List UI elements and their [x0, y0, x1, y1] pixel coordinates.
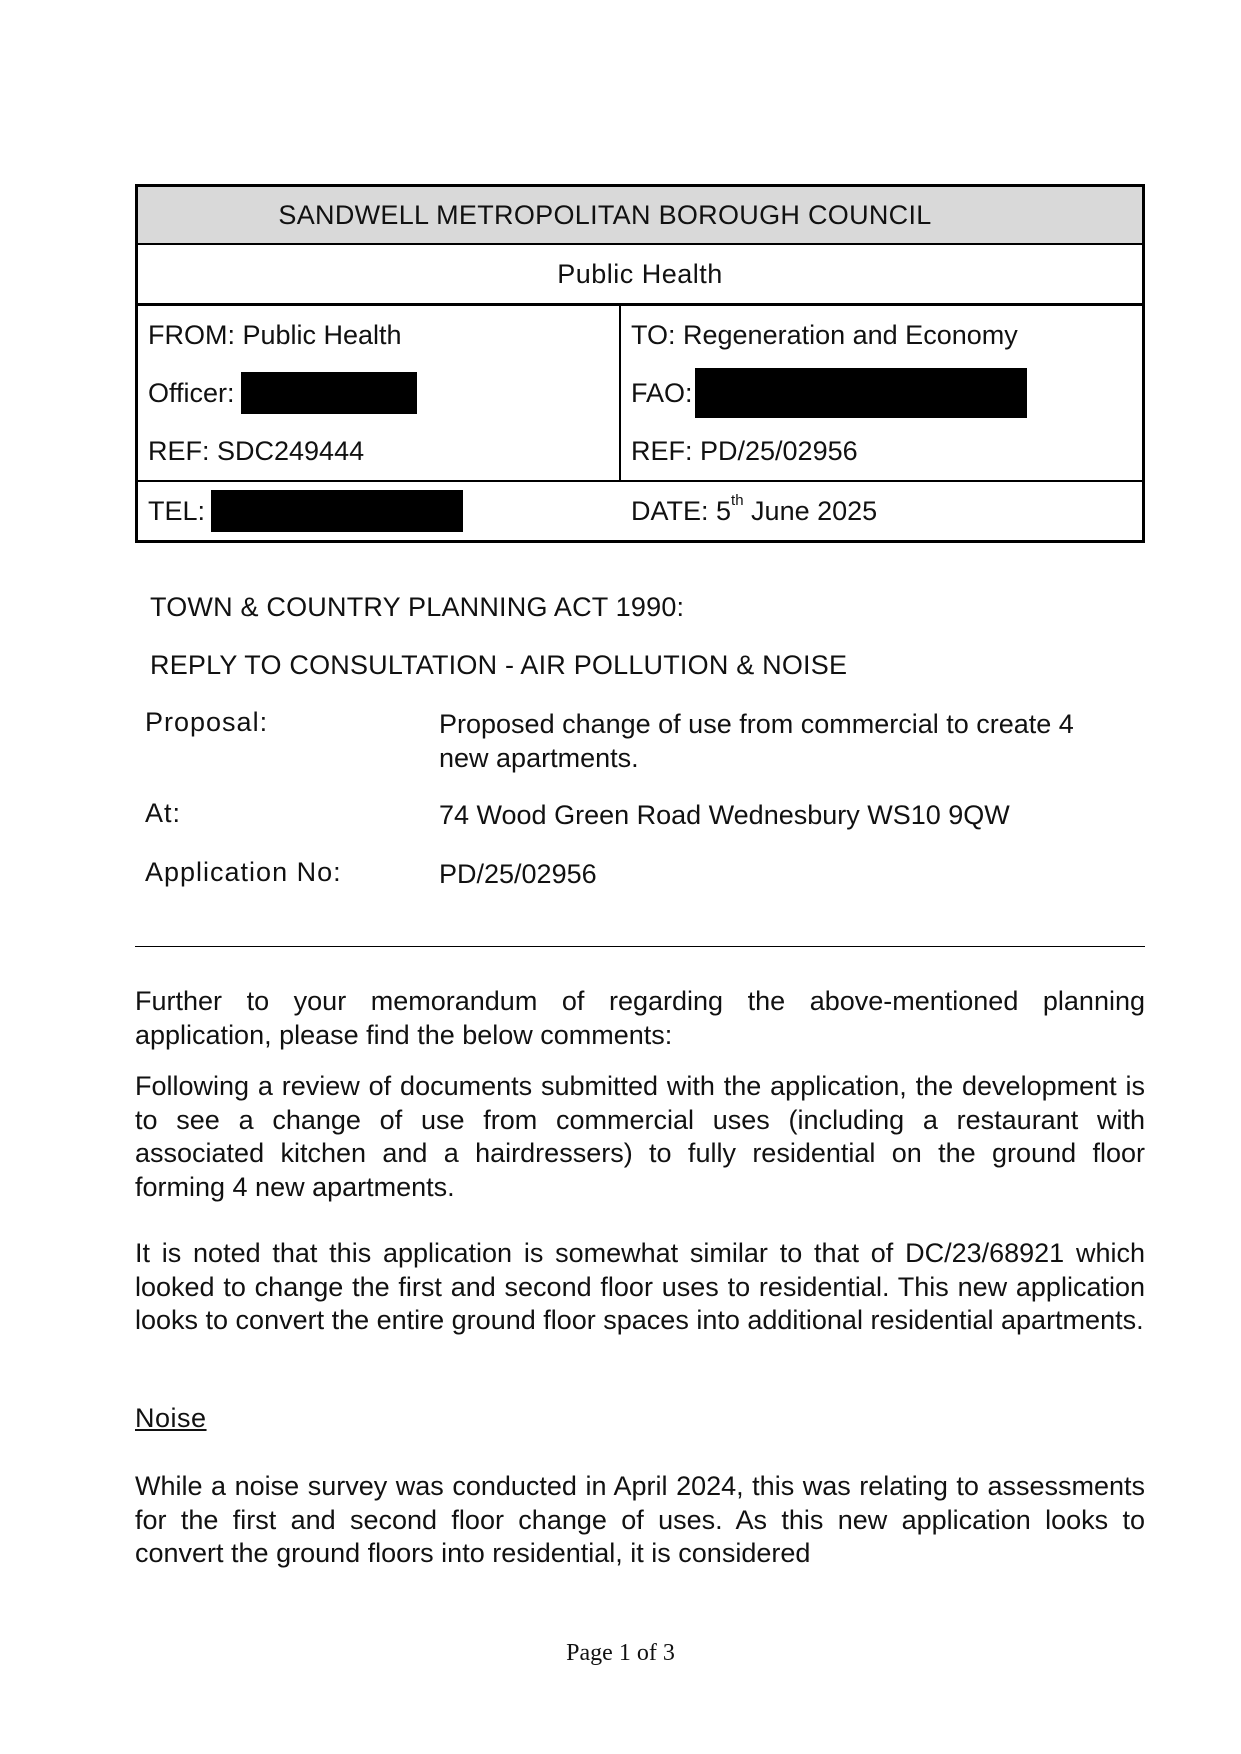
date-field: DATE: 5 $^{th}$ June 2025 [631, 492, 878, 526]
header-last-row [138, 482, 1142, 540]
ref-left-field: REF: SDC249444 [148, 435, 365, 466]
body-paragraph: While a noise survey was conducted in April 2024, this was relating to assessments for the first and second floor change of uses. As this new application looks to convert the ground floors into residential, it is considered [135, 1471, 1145, 1568]
proposal-row [145, 707, 1145, 775]
body-paragraph: It is noted that this application is somewhat similar to that of DC/23/68921 which looked to change the first and second floor uses to residential. This new application looks to convert the entire ground floor spaces into additional residential apartments. [135, 1238, 1145, 1335]
tel-label: TEL: [148, 495, 206, 526]
to-field: TO: Regeneration and Economy [631, 319, 1018, 350]
date-prefix: DATE: 5 [631, 495, 732, 526]
address-label: At: [145, 798, 182, 828]
header-right-column [621, 306, 1142, 480]
body-paragraph: Following a review of documents submitted with the application, the development is to see a change of use from commercial uses (including a restaurant with associated kitchen and a hairdressers) to fully residential on the ground floor forming 4 new apartments. [135, 1071, 1145, 1202]
reply-heading: REPLY TO CONSULTATION - AIR POLLUTION & NOISE [150, 650, 848, 680]
fao-redaction [695, 368, 1027, 418]
officer-label: Officer: [148, 377, 235, 408]
officer-field [138, 364, 619, 422]
act-heading: TOWN & COUNTRY PLANNING ACT 1990: [150, 592, 685, 622]
fao-label: FAO: [631, 377, 693, 408]
proposal-label: Proposal: [145, 707, 269, 737]
tel-field [138, 482, 621, 540]
proposal-value: Proposed change of use from commercial to create 4 new apartments. [439, 709, 1074, 773]
ref-right-field: REF: PD/25/02956 [631, 435, 858, 466]
section-divider [135, 946, 1145, 947]
date-rest: June 2025 [743, 495, 878, 526]
address-value: 74 Wood Green Road Wednesbury WS10 9QW [439, 800, 1010, 830]
header-left-column [138, 306, 621, 480]
application-row [145, 857, 1145, 891]
organisation-name: SANDWELL METROPOLITAN BOROUGH COUNCIL [138, 187, 1142, 245]
header-table [135, 184, 1145, 543]
tel-redaction [211, 490, 463, 532]
address-row [145, 798, 1145, 832]
header-grid [138, 306, 1142, 482]
application-value: PD/25/02956 [439, 859, 597, 889]
body-paragraph: Further to your memorandum of regarding the above-mentioned planning application, please find the below comments: [135, 986, 1145, 1050]
department-name: Public Health [138, 245, 1142, 306]
officer-redaction [241, 372, 417, 414]
from-field: FROM: Public Health [148, 319, 402, 350]
page-number: Page 1 of 3 [566, 1640, 675, 1666]
application-label: Application No: [145, 857, 342, 887]
fao-field [621, 364, 1142, 422]
noise-heading: Noise [135, 1403, 207, 1433]
